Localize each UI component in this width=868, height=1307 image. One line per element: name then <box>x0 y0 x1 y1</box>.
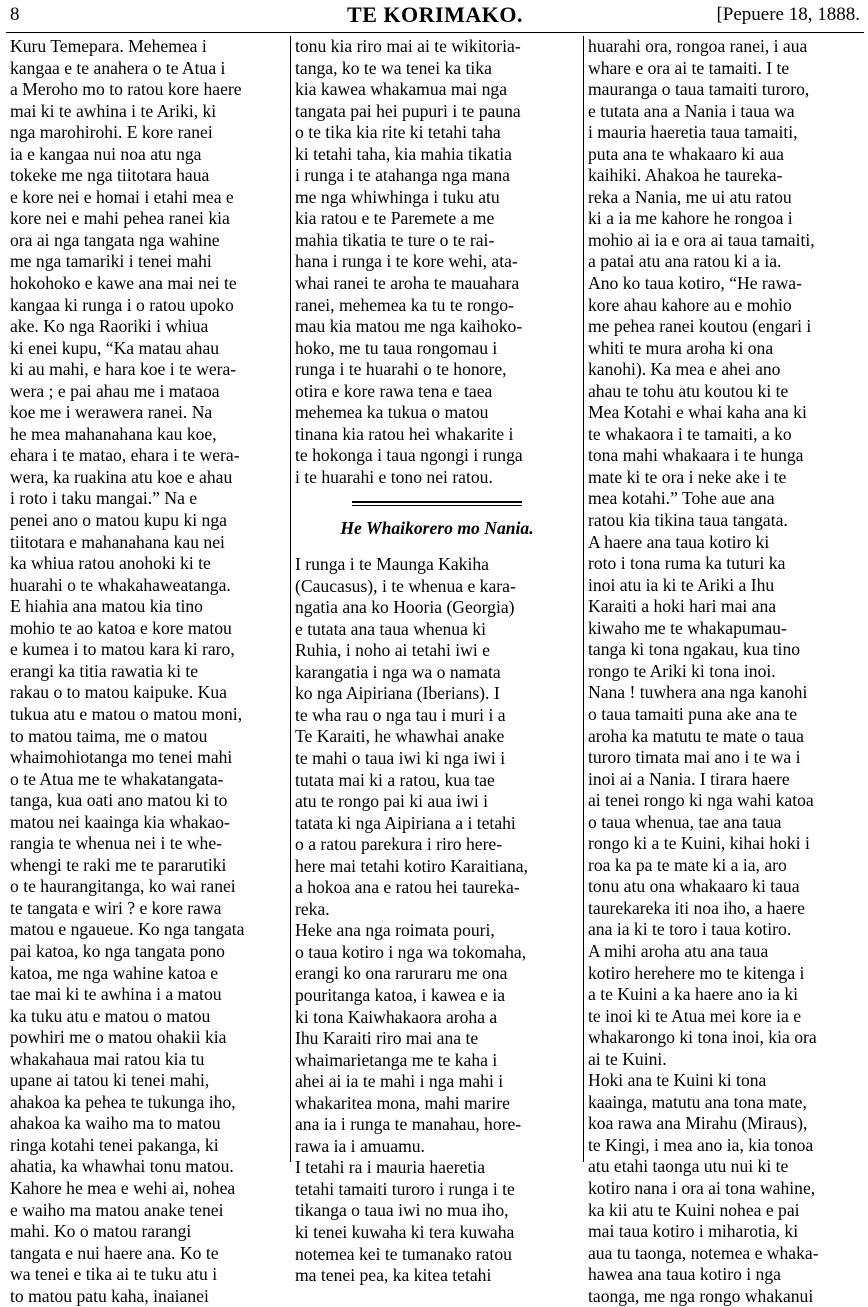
text-line: te inoi ki te Atua mei kore ia e <box>588 1005 802 1026</box>
text-line: whai ranei te aroha te mauahara <box>295 273 520 294</box>
text-line: huarahi o te whakahaweatanga. <box>10 574 231 595</box>
text-line: kore ahau kahore au e mohio <box>588 294 792 315</box>
text-line: te tangata e wiri ? e kore rawa <box>10 897 222 918</box>
text-line: koa rawa ana Mirahu (Miraus), <box>588 1113 808 1134</box>
text-line: pouritanga katoa, i kawea e ia <box>295 984 506 1005</box>
text-line: tae mai ki te awhina i a matou <box>10 984 222 1005</box>
text-line: Kahore he mea e wehi ai, nohea <box>10 1177 236 1198</box>
text-line: turoro timata mai ano i te wa i <box>588 747 801 768</box>
text-line: tetahi tamaiti turoro i runga i te <box>295 1178 515 1199</box>
text-line: A mihi aroha atu ana taua <box>588 940 769 961</box>
text-line: koe me i werawera ranei. Na <box>10 402 213 423</box>
text-line: erangi ka titia rawatia ki te <box>10 660 199 681</box>
text-line: e kumea i to matou kara ki raro, <box>10 639 235 660</box>
text-line: Nana ! tuwhera ana nga kanohi <box>588 682 808 703</box>
text-line: a te Kuini a ka haere ano ia ki <box>588 984 799 1005</box>
text-line: hoko, me tu taua rongomau i <box>295 337 498 358</box>
text-line: katoa, me nga wahine katoa e <box>10 962 219 983</box>
column-3 <box>584 36 864 1306</box>
text-line: te wha rau o nga tau i muri i a <box>295 704 506 725</box>
text-line: taurekareka iti noa iho, a haere <box>588 897 805 918</box>
text-line: ki a ia me kahore he rongoa i <box>588 208 793 229</box>
text-line: Heke ana nga roimata pouri, <box>295 920 495 941</box>
text-line: pai katoa, ko nga tangata pono <box>10 940 225 961</box>
text-line: kaihiki. Ahakoa he taureka- <box>588 165 783 186</box>
text-line: ia e kangaa nui noa atu nga <box>10 143 202 164</box>
text-line: mohio te ao katoa e kore matou <box>10 617 232 638</box>
text-columns <box>6 36 864 1306</box>
text-line: matou e ngaueue. Ko nga tangata <box>10 919 245 940</box>
text-line: kotiro herehere mo te kitenga i <box>588 962 805 983</box>
text-line: whakaritea mona, mahi marire <box>295 1092 510 1113</box>
text-line: i roto i taku mangai.” Na e <box>10 488 198 509</box>
text-line: E hiahia ana matou kia tino <box>10 596 203 617</box>
text-line: kore nei e mahi pehea ranei kia <box>10 208 230 229</box>
text-line: ka kii atu te Kuini nohea e pai <box>588 1199 800 1220</box>
text-line: taonga, me nga rongo whakanui <box>588 1285 814 1306</box>
text-line: Hoki ana te Kuini ki tona <box>588 1070 767 1091</box>
text-line: te Kingi, i mea ano ia, kia tonoa <box>588 1134 814 1155</box>
text-line: whiti te mura aroha ki ona <box>588 337 774 358</box>
text-line: tona mahi whakaara i te hunga <box>588 445 804 466</box>
text-line: e tutata ana taua whenua ki <box>295 618 486 639</box>
text-line: whaimarietanga me te kaha i <box>295 1049 498 1070</box>
text-line: I runga i te Maunga Kakiha <box>295 554 489 575</box>
text-line: huarahi ora, rongoa ranei, i aua <box>588 36 808 56</box>
text-line: wa tenei e tika ai te tuku atu i <box>10 1264 218 1285</box>
text-line: ake. Ko nga Raoriki i whiua <box>10 316 209 337</box>
heading-gap <box>295 540 579 554</box>
text-line: o te Atua me te whakatangata- <box>10 768 224 789</box>
text-line: ora ai nga tangata nga wahine <box>10 229 220 250</box>
text-line: whakahaua mai ratou kia tu <box>10 1048 205 1069</box>
text-line: o taua whenua, tae ana taua <box>588 811 782 832</box>
text-line: ai tenei rongo ki nga wahi katoa <box>588 790 814 811</box>
text-line: ko nga Aipiriana (Iberians). I <box>295 683 500 704</box>
text-line: whengi te raki me te pararutiki <box>10 854 227 875</box>
text-line: ahakoa ka pehea te tukunga iho, <box>10 1091 236 1112</box>
text-line: kanohi). Ka mea e ahei ano <box>588 359 781 380</box>
text-line: tangata pai hei pupuri i te pauna <box>295 100 521 121</box>
text-line: ki au mahi, e hara koe i te wera- <box>10 359 237 380</box>
text-line: mauranga o taua tamaiti turoro, <box>588 79 810 100</box>
text-line: inoi ai a Nania. I tirara haere <box>588 768 790 789</box>
text-line: wera ; e pai ahau me i mataoa <box>10 380 220 401</box>
text-line: here mai tetahi kotiro Karaitiana, <box>295 855 529 876</box>
text-line: tonu atu ona whakaaro ki taua <box>588 876 800 897</box>
text-line: Mea Kotahi e whai kaha ana ki <box>588 402 807 423</box>
text-line: ana ia ki te toro i taua kotiro. <box>588 919 792 940</box>
text-line: ai te Kuini. <box>588 1048 667 1069</box>
text-line: ehara i te matao, ehara i te wera- <box>10 445 240 466</box>
text-line: rawa ia i amuamu. <box>295 1135 425 1156</box>
text-line: tinana kia ratou hei whakarite i <box>295 423 514 444</box>
text-line: e waiho ma matou anake tenei <box>10 1199 224 1220</box>
text-line: Ano ko taua kotiro, “He rawa- <box>588 273 802 294</box>
text-line: mau kia matou me nga kaihoko- <box>295 316 523 337</box>
text-line: upane ai tatou ki tenei mahi, <box>10 1070 210 1091</box>
text-line: penei ano o matou kupu ki nga <box>10 510 227 531</box>
text-line: tangata e nui haere ana. Ko te <box>10 1242 219 1263</box>
text-line: (Caucasus), i te whenua e kara- <box>295 575 516 596</box>
text-line: roto i tona ruma ka tuturi ka <box>588 553 786 574</box>
text-line: reka a Nania, me ui atu ratou <box>588 186 792 207</box>
newspaper-title: TE KORIMAKO. <box>347 2 523 27</box>
text-line: powhiri me o matou ohakii kia <box>10 1027 227 1048</box>
column-2-article-end <box>295 36 579 488</box>
text-line: ngatia ana ko Hooria (Georgia) <box>295 597 515 618</box>
text-line: te hokonga i taua ngongi i runga <box>295 445 523 466</box>
text-line: mohio ai ia e ora ai taua tamaiti, <box>588 229 815 250</box>
column-1 <box>6 36 291 1306</box>
text-line: tutata mai ki a ratou, kua tae <box>295 769 495 790</box>
text-line: ratou kia tikina taua tangata. <box>588 510 788 531</box>
text-line: tukua atu e matou o matou moni, <box>10 703 243 724</box>
text-line: rongo te Ariki ki tona inoi. <box>588 660 776 681</box>
text-line: tanga, ko te wa tenei ka tika <box>295 57 492 78</box>
text-line: mehemea ka tukua o matou <box>295 402 489 423</box>
text-line: mate ki te ora i neke ake i te <box>588 466 787 487</box>
text-line: ki tetahi taha, kia mahia tikatia <box>295 143 512 164</box>
text-line: me nga whiwhinga i tuku atu <box>295 186 500 207</box>
text-line: whaimohiotanga mo tenei mahi <box>10 747 233 768</box>
text-line: tiitotara e mahanahana kau nei <box>10 531 225 552</box>
text-line: ka whiua ratou anohoki ki te <box>10 553 211 574</box>
text-line: Ruhia, i noho ai tetahi iwi e <box>295 640 490 661</box>
text-line: roa ka pa te mate ki a ia, aro <box>588 854 787 875</box>
text-line: o te haurangitanga, ko wai ranei <box>10 876 236 897</box>
text-line: ki enei kupu, “Ka matau ahau <box>10 337 220 358</box>
text-line: aroha ka matutu te mate o taua <box>588 725 804 746</box>
text-line: aua tu taonga, notemea e whaka- <box>588 1242 819 1263</box>
issue-date: [Pepuere 18, 1888. <box>716 4 860 25</box>
text-line: ahatia, ka whawhai tonu matou. <box>10 1156 234 1177</box>
text-line: A haere ana taua kotiro ki <box>588 531 770 552</box>
text-line: kotiro nana i ora ai tona wahine, <box>588 1177 816 1198</box>
text-line: Ihu Karaiti riro mai ana te <box>295 1028 479 1049</box>
text-line: wera, ka ruakina atu koe e ahau <box>10 466 233 487</box>
text-line: rangia te whenua nei i te whe- <box>10 833 223 854</box>
text-line: kiwaho me te whakapumau- <box>588 617 787 638</box>
text-line: ki tenei kuwaha ki tera kuwaha <box>295 1221 515 1242</box>
text-line: whakarongo ki tona inoi, kia ora <box>588 1027 817 1048</box>
column-2-article-start <box>295 554 579 1287</box>
text-line: rongo ki a te Kuini, kihai hoki i <box>588 833 810 854</box>
text-line: atu te rongo pai ki aua iwi i <box>295 791 488 812</box>
text-line: me pehea ranei koutou (engari i <box>588 316 812 337</box>
text-line: kia ratou e te Paremete a me <box>295 208 495 229</box>
text-line: puta ana te whakaaro ki aua <box>588 143 784 164</box>
column-2 <box>291 36 584 1286</box>
text-line: kia kawea whakamua mai nga <box>295 79 508 100</box>
text-line: mai ki te awhina i te Ariki, ki <box>10 100 217 121</box>
text-line: rakau o to matou kaipuke. Kua <box>10 682 227 703</box>
text-line: reka. <box>295 898 330 919</box>
text-line: tonu kia riro mai ai te wikitoria- <box>295 36 521 56</box>
text-line: he mea mahanahana kau koe, <box>10 423 217 444</box>
text-line: hawea ana taua kotiro i nga <box>588 1264 781 1285</box>
text-line: tanga, kua oati ano matou ki to <box>10 790 228 811</box>
text-line: te whakaora i te tamaiti, a ko <box>588 423 792 444</box>
text-line: runga i te huarahi o te honore, <box>295 359 507 380</box>
text-line: te mahi o taua iwi ki nga iwi i <box>295 747 506 768</box>
text-line: nga marohirohi. E kore ranei <box>10 122 213 143</box>
text-line: a hokoa ana e ratou hei taureka- <box>295 877 520 898</box>
text-line: tanga ki tona ngakau, kua tino <box>588 639 801 660</box>
text-line: mai taua kotiro i miharotia, ki <box>588 1221 799 1242</box>
text-line: o a ratou parekura i riro here- <box>295 834 503 855</box>
text-line: me nga tamariki i tenei mahi <box>10 251 212 272</box>
text-line: inoi atu ia ki te Ariki a Ihu <box>588 574 775 595</box>
text-line: mea kotahi.” Tohe aue ana <box>588 488 775 509</box>
text-line: e kore nei e homai i etahi mea e <box>10 186 234 207</box>
article-heading: He Whaikorero mo Nania. <box>340 518 534 539</box>
text-line: kangaa ki runga i o ratou upoko <box>10 294 234 315</box>
text-line: Kuru Temepara. Mehemea i <box>10 36 207 56</box>
text-line: tatata ki nga Aipiriana a i tetahi <box>295 812 516 833</box>
text-line: hana i runga i te kore wehi, ata- <box>295 251 518 272</box>
text-line: a Meroho mo to ratou kore haere <box>10 79 242 100</box>
text-line: to matou patu kaha, inaianei <box>10 1285 209 1306</box>
text-line: ma tenei pea, ka kitea tetahi <box>295 1265 492 1286</box>
text-line: e tutata ana a Nania i taua wa <box>588 100 795 121</box>
text-line: mahi. Ko o matou rarangi <box>10 1221 192 1242</box>
double-rule <box>352 501 522 506</box>
text-line: matou nei kaainga kia whakao- <box>10 811 230 832</box>
section-divider <box>295 488 579 518</box>
text-line: otira e kore rawa tena e taea <box>295 380 493 401</box>
text-line: kaainga, matutu ana tona mate, <box>588 1091 807 1112</box>
page-number: 8 <box>10 4 20 25</box>
text-line: ka tuku atu e matou o matou <box>10 1005 211 1026</box>
page-header <box>6 0 864 33</box>
text-line: karangatia i nga wa o namata <box>295 661 501 682</box>
text-line: o taua tamaiti puna ake ana te <box>588 703 798 724</box>
text-line: i te huarahi e tono nei ratou. <box>295 466 493 487</box>
text-line: i mauria haeretia taua tamaiti, <box>588 122 798 143</box>
text-line: I tetahi ra i mauria haeretia <box>295 1157 486 1178</box>
text-line: hokohoko e kawe ana mai nei te <box>10 273 237 294</box>
text-line: ahei ai ia te mahi i nga mahi i <box>295 1071 504 1092</box>
text-line: Te Karaiti, he whawhai anake <box>295 726 505 747</box>
text-line: atu etahi taonga utu nui ki te <box>588 1156 789 1177</box>
text-line: o taua kotiro i nga wa tokomaha, <box>295 941 527 962</box>
text-line: to matou taima, me o matou <box>10 725 208 746</box>
text-line: kangaa e te anahera o te Atua i <box>10 57 226 78</box>
text-line: Karaiti a hoki hari mai ana <box>588 596 777 617</box>
text-line: a patai atu ana ratou ki a ia. <box>588 251 782 272</box>
text-line: ahau te tohu atu koutou ki te <box>588 380 789 401</box>
text-line: ahakoa ka waiho ma to matou <box>10 1113 221 1134</box>
text-line: mahia tikatia te ture o te rai- <box>295 229 495 250</box>
text-line: ana ia i runga te manahau, hore- <box>295 1114 522 1135</box>
text-line: ranei, mehemea ka tu te rongo- <box>295 294 514 315</box>
text-line: ki tona Kaiwhakaora aroha a <box>295 1006 498 1027</box>
text-line: whare e ora ai te tamaiti. I te <box>588 57 790 78</box>
text-line: o te tika kia rite ki tetahi taha <box>295 122 501 143</box>
text-line: tokeke me nga tiitotara haua <box>10 165 210 186</box>
text-line: notemea kei te tumanako ratou <box>295 1243 512 1264</box>
text-line: i runga i te atahanga nga mana <box>295 165 510 186</box>
text-line: ringa kotahi tenei pakanga, ki <box>10 1134 219 1155</box>
text-line: erangi ko ona raruraru me ona <box>295 963 508 984</box>
text-line: tikanga o taua iwi no mua iho, <box>295 1200 509 1221</box>
